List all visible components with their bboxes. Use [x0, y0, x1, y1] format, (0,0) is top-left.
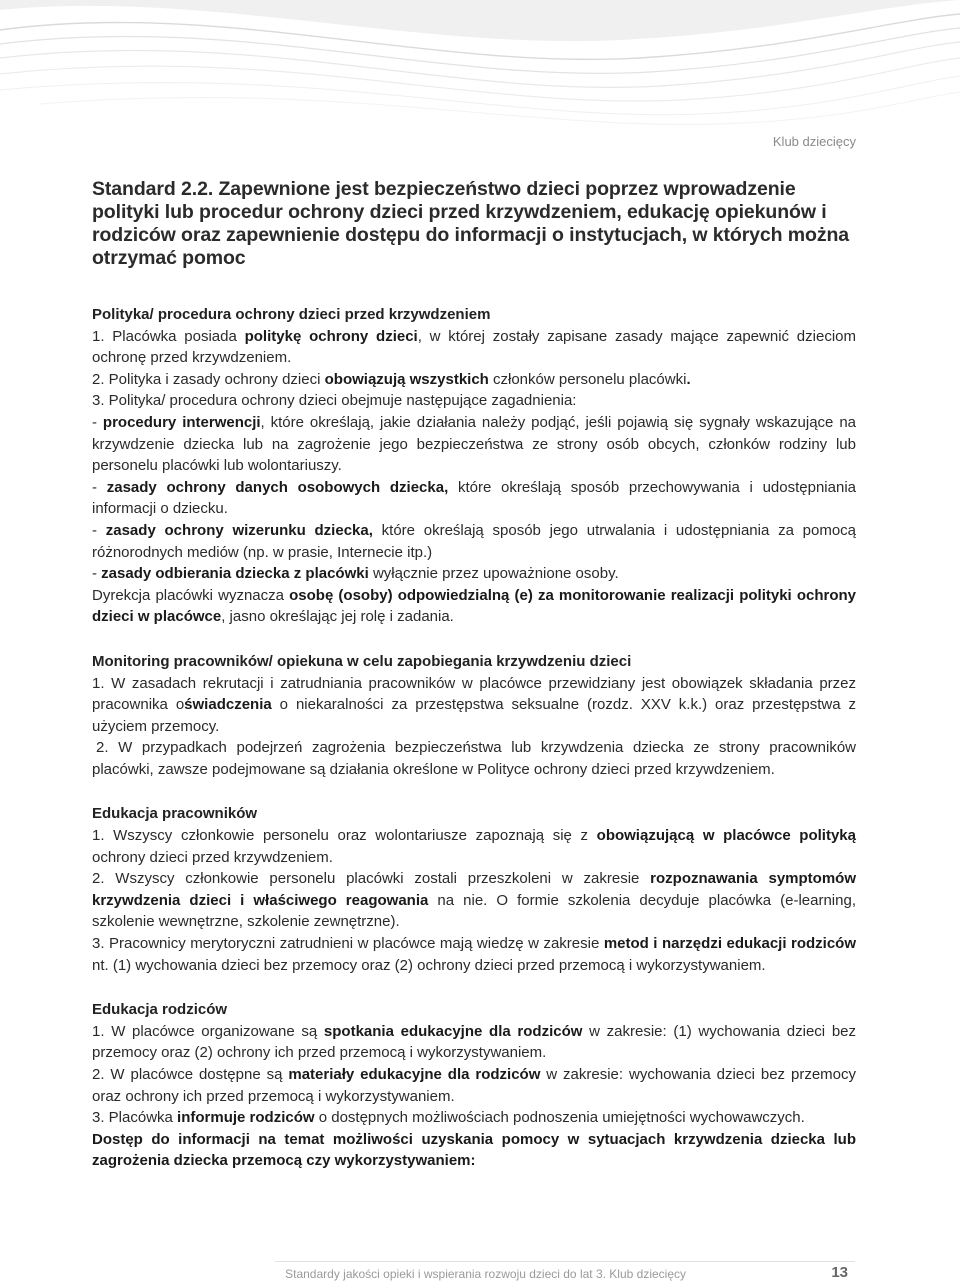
list-item: - zasady odbierania dziecka z placówki wyłącznie przez upoważnione osoby. [92, 565, 619, 583]
section-staff-education [92, 803, 856, 976]
section-parent-education [92, 999, 856, 1172]
section-heading: Edukacja rodziców [92, 1001, 228, 1019]
paragraph: 1. Placówka posiada politykę ochrony dzieci, w której zostały zapisane zasady mające zapewnić dzieciom ochronę przed krzywdzeniem. [92, 327, 856, 367]
section-tag: Klub dziecięcy [772, 134, 856, 149]
paragraph: 2. W przypadkach podejrzeń zagrożenia bezpieczeństwa lub krzywdzenia dziecka ze strony pracowników placówki, zawsze podejmowane są działania określone w Polityce ochrony dzieci przed krzywdzeniem. [92, 739, 856, 778]
section-heading: Edukacja pracowników [92, 805, 258, 823]
decorative-wave-header [0, 0, 960, 130]
footer-divider [275, 1261, 855, 1262]
paragraph: 3. Placówka informuje rodziców o dostępnych możliwościach podnoszenia umiejętności wychowawczych. [92, 1109, 805, 1127]
paragraph: 2. W placówce dostępne są materiały edukacyjne dla rodziców w zakresie: wychowania dzieci bez przemocy oraz ochrony ich przed przemocą i wykorzystywaniem. [92, 1066, 856, 1105]
document-body [92, 178, 856, 1195]
section-monitoring [92, 651, 856, 781]
paragraph: Dyrekcja placówki wyznacza osobę (osoby) odpowiedzialną (e) za monitorowanie realizacji polityki ochrony dzieci w placówce, jasno określając jej rolę i zadania. [92, 586, 857, 626]
list-item: - zasady ochrony wizerunku dziecka, które określają sposób jego utrwalania i udostępniania za pomocą różnorodnych mediów (np. w prasie, Internecie itp.) [92, 521, 857, 561]
paragraph: 1. W zasadach rekrutacji i zatrudniania pracowników w placówce przewidziany jest obowiązek składania przez pracownika oświadczenia o niekaralności za przestępstwa seksualne (rozdz. XXV k.k.) oraz przestępstwa z użyciem przemocy. [92, 674, 857, 735]
list-item: - zasady ochrony danych osobowych dziecka, które określają sposób przechowywania i udostępniania informacji o dziecku. [92, 478, 857, 518]
paragraph: 1. W placówce organizowane są spotkania edukacyjne dla rodziców w zakresie: (1) wychowania dzieci bez przemocy oraz (2) ochrony ich przed przemocą i wykorzystywaniem. [92, 1022, 857, 1062]
section-heading: Monitoring pracowników/ opiekuna w celu zapobiegania krzywdzeniu dzieci [92, 652, 632, 670]
section-heading: Polityka/ procedura ochrony dzieci przed krzywdzeniem [92, 306, 491, 323]
paragraph: 3. Pracownicy merytoryczni zatrudnieni w placówce mają wiedzę w zakresie metod i narzędzi edukacji rodziców nt. (1) wychowania dzieci bez przemocy oraz (2) ochrony dzieci przed przemocą i wykorzystywaniem. [92, 935, 857, 974]
list-item: - procedury interwencji, które określają, jakie działania należy podjąć, jeśli pojawią się sygnały wskazujące na krzywdzenie dziecka lub na zagrożenie jego bezpieczeństwa ze strony osób obcych, członków rodziny lub personelu placówki lub wolontariuszy. [92, 413, 857, 475]
footer-text: Standardy jakości opieki i wspierania rozwoju dzieci do lat 3. Klub dziecięcy [285, 1267, 686, 1281]
section-policy [92, 304, 856, 628]
paragraph: Dostęp do informacji na temat możliwości uzyskania pomocy w sytuacjach krzywdzenia dziecka lub zagrożenia dziecka przemocą czy wykorzystywaniem: [92, 1130, 856, 1170]
paragraph: 1. Wszyscy członkowie personelu oraz wolontariusze zapoznają się z obowiązującą w placówce polityką ochrony dzieci przed krzywdzeniem. [92, 827, 856, 866]
paragraph: 2. Polityka i zasady ochrony dzieci obowiązują wszystkich członków personelu placówki. [92, 370, 691, 388]
paragraph: 2. Wszyscy członkowie personelu placówki zostali przeszkoleni w zakresie rozpoznawania symptomów krzywdzenia dzieci i właściwego reagowania na nie. O formie szkolenia decyduje placówka (e-learning, szkolenie wewnętrzne, szkolenie zewnętrzne). [92, 870, 856, 931]
page-number: 13 [831, 1264, 848, 1281]
standard-title: Standard 2.2. Zapewnione jest bezpieczeństwo dzieci poprzez wprowadzenie polityki lub procedur ochrony dzieci przed krzywdzeniem, edukację opiekunów i rodziców oraz zapewnienie dostępu do informacji o instytucjach, w których można otrzymać pomoc [92, 178, 850, 269]
paragraph: 3. Polityka/ procedura ochrony dzieci obejmuje następujące zagadnienia: [92, 392, 577, 410]
